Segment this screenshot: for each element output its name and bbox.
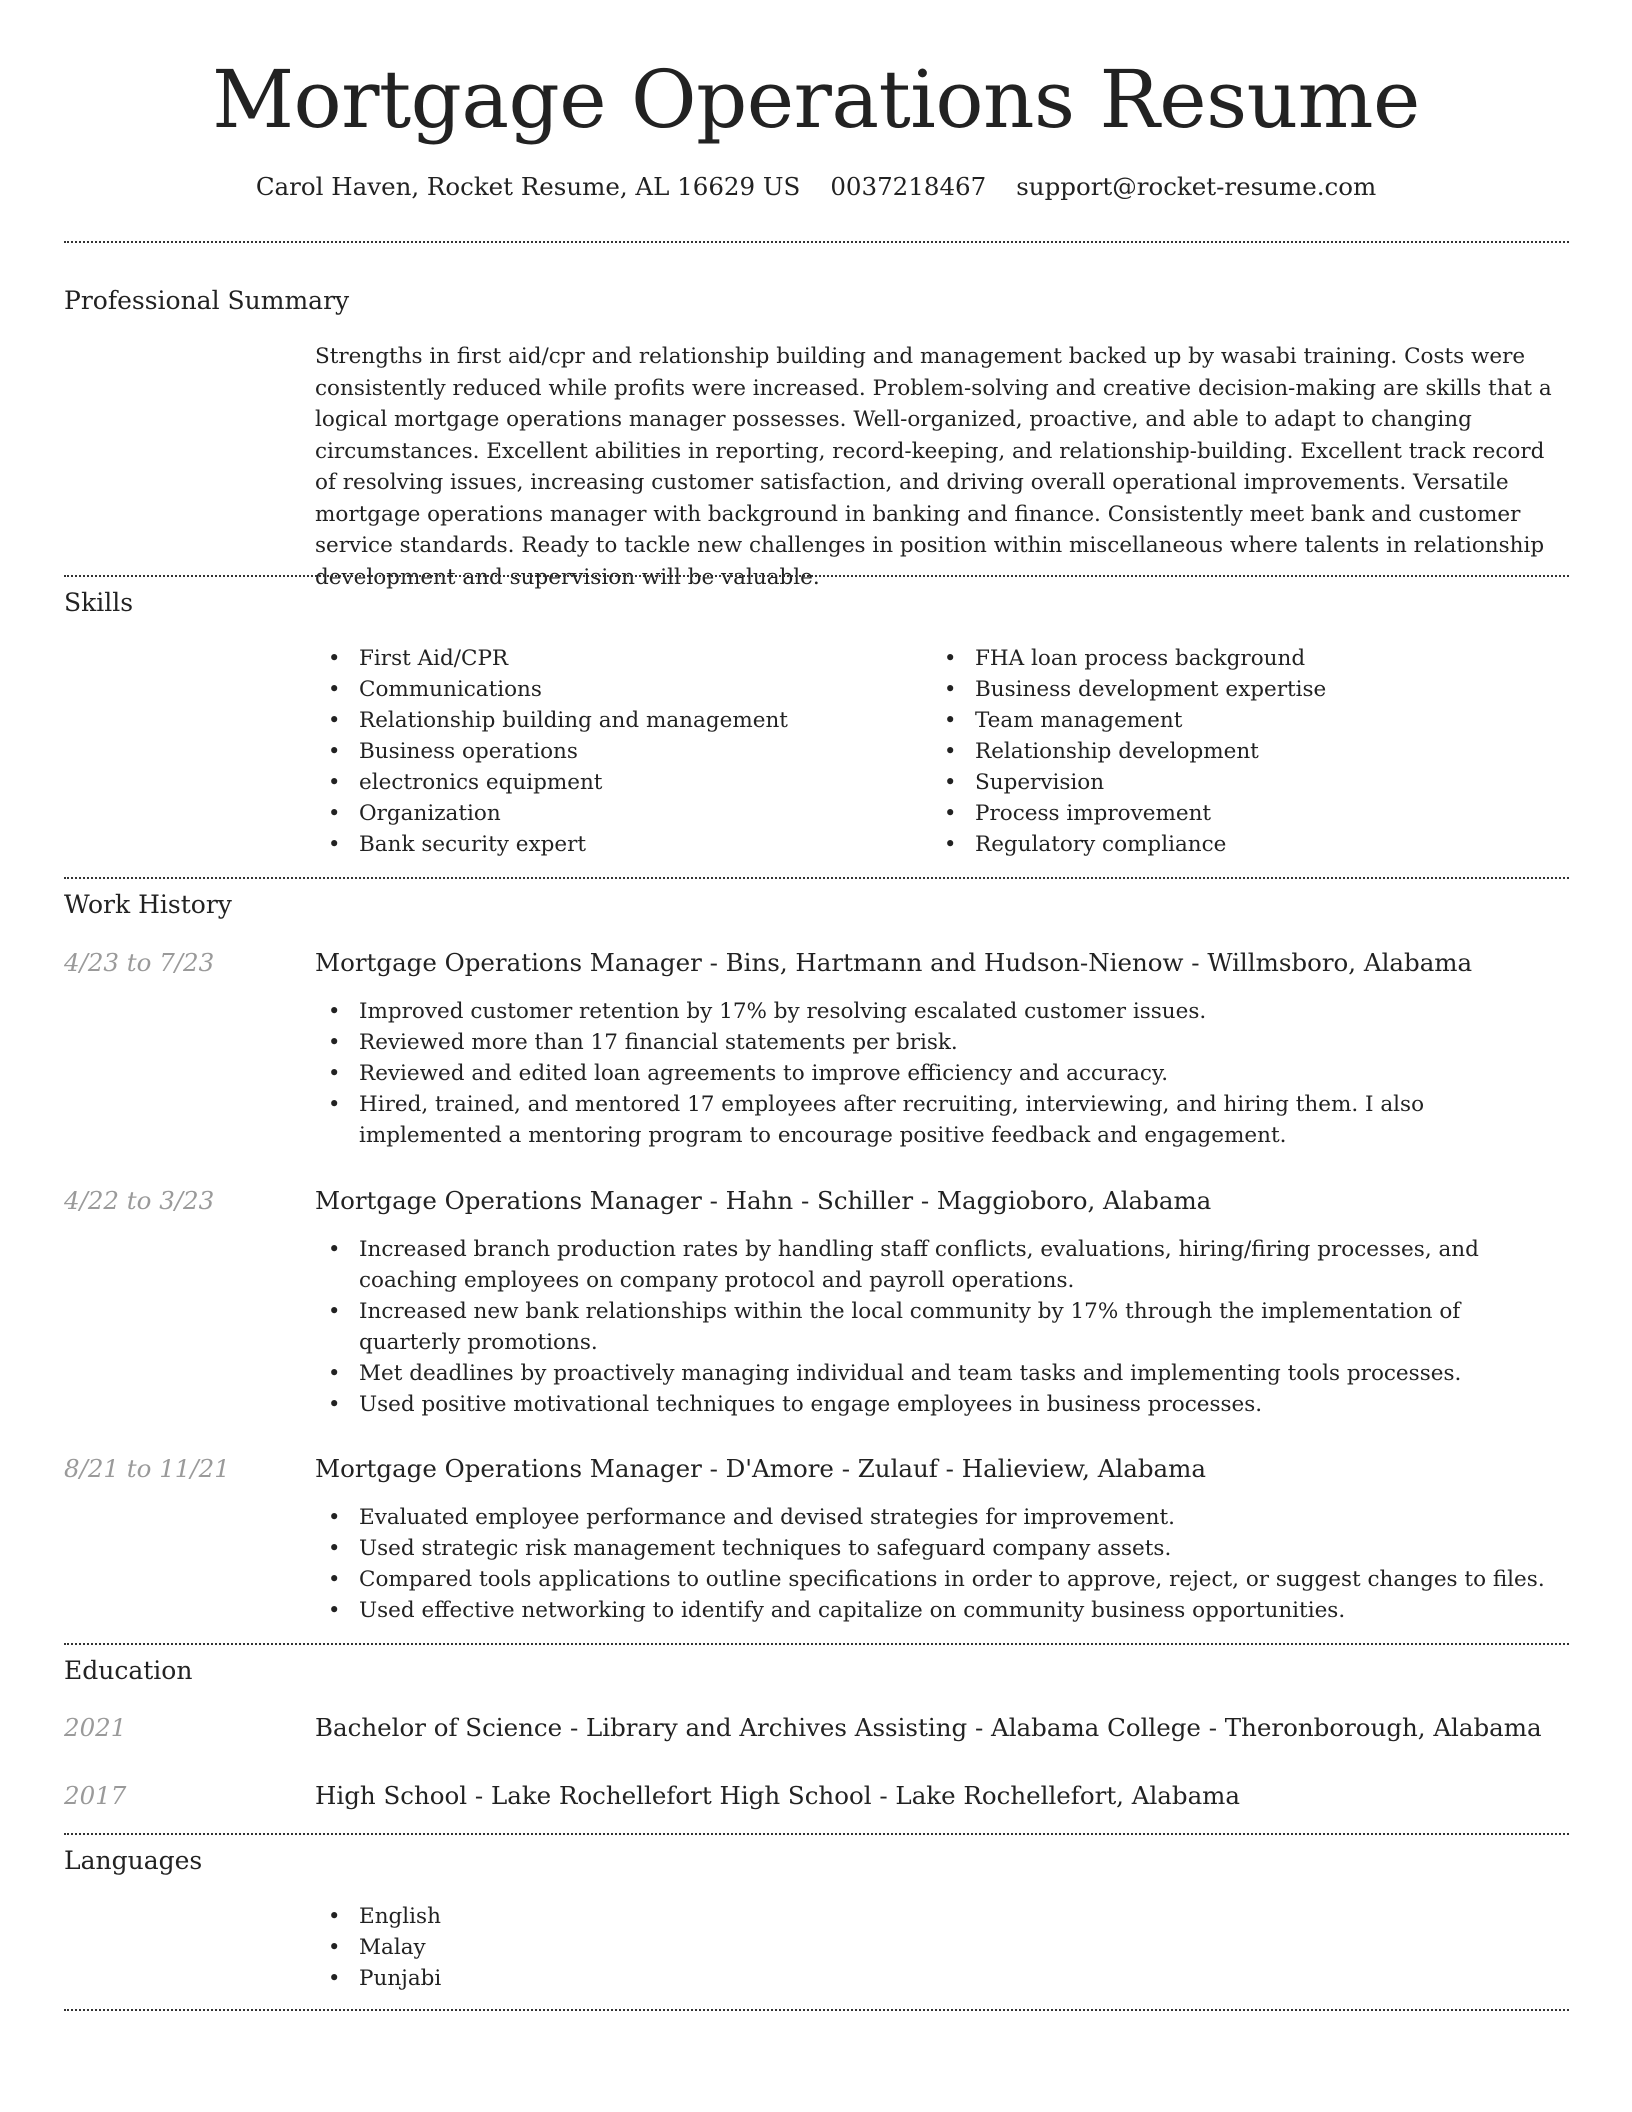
- language-item: • English: [315, 1901, 915, 1932]
- education-year: 2017: [64, 1781, 127, 1810]
- job-company: Hahn - Schiller: [725, 1186, 914, 1215]
- section-divider: [64, 575, 1569, 577]
- education-school: Lake Rochellefort High School: [490, 1781, 872, 1810]
- languages-heading: Languages: [64, 1846, 203, 1875]
- language-item: • Malay: [315, 1932, 915, 1963]
- job-location: Maggioboro, Alabama: [936, 1186, 1212, 1215]
- education-field: Library and Archives Assisting: [586, 1713, 968, 1742]
- job-heading: Mortgage Operations Manager - Bins, Hartmann and Hudson-Nienow - Willmsboro, Alabama: [315, 948, 1473, 977]
- work-heading: Work History: [64, 890, 232, 919]
- skill-item: • Business development expertise: [931, 674, 1551, 705]
- education-location: Theronborough, Alabama: [1224, 1713, 1542, 1742]
- education-heading: Education: [64, 1656, 193, 1685]
- job-bullets: [315, 1234, 1565, 1420]
- skills-list-left: [315, 643, 915, 860]
- skill-item: • electronics equipment: [315, 767, 915, 798]
- contact-phone: 0037218467: [830, 172, 987, 201]
- job-dates: 4/23 to 7/23: [64, 948, 215, 977]
- job-bullet: • Increased new bank relationships within the local community by 17% through the implementation of quarterly promotions.: [315, 1296, 1565, 1358]
- job-bullet: • Evaluated employee performance and devised strategies for improvement.: [315, 1502, 1565, 1533]
- job-dates: 8/21 to 11/21: [64, 1454, 230, 1483]
- summary-heading: Professional Summary: [64, 286, 350, 315]
- education-degree: High School: [315, 1781, 468, 1810]
- section-divider: [64, 241, 1569, 243]
- education-degree: Bachelor of Science: [315, 1713, 563, 1742]
- job-bullet: • Used effective networking to identify and capitalize on community business opportunities.: [315, 1595, 1565, 1626]
- skills-heading: Skills: [64, 588, 134, 617]
- education-school: Alabama College: [991, 1713, 1201, 1742]
- job-bullet: • Improved customer retention by 17% by resolving escalated customer issues.: [315, 996, 1565, 1027]
- job-bullet: • Met deadlines by proactively managing individual and team tasks and implementing tools processes.: [315, 1358, 1565, 1389]
- job-bullet: • Used strategic risk management techniques to safeguard company assets.: [315, 1533, 1565, 1564]
- skill-item: • First Aid/CPR: [315, 643, 915, 674]
- education-entry: High School - Lake Rochellefort High School - Lake Rochellefort, Alabama: [315, 1781, 1241, 1810]
- skill-item: • Communications: [315, 674, 915, 705]
- skill-item: • Relationship development: [931, 736, 1551, 767]
- skill-item: • Supervision: [931, 767, 1551, 798]
- job-bullets: [315, 996, 1565, 1151]
- job-dates: 4/22 to 3/23: [64, 1186, 215, 1215]
- summary-text: Strengths in first aid/cpr and relationship building and management backed up by wasabi training. Costs were consistently reduced while profits were increased. Problem-solving and creative decision-making are skills that a logical mortgage operations manager possesses. Well-organized, proactive, and able to adapt to changing circumstances. Excellent abilities in reporting, record-keeping, and relationship-building. Excellent track record of resolving issues, increasing customer satisfaction, and driving overall operational improvements. Versatile mortgage operations manager with background in banking and finance. Consistently meet bank and customer service standards. Ready to tackle new challenges in position within miscellaneous where talents in relationship development and supervision will be valuable.: [315, 344, 1552, 590]
- skill-item: • Bank security expert: [315, 829, 915, 860]
- job-bullets: [315, 1502, 1565, 1626]
- contact-email: support@rocket-resume.com: [1016, 172, 1377, 201]
- job-bullet: • Hired, trained, and mentored 17 employees after recruiting, interviewing, and hiring them. I also implemented a mentoring program to encourage positive feedback and engagement.: [315, 1089, 1565, 1151]
- job-bullet: • Compared tools applications to outline specifications in order to approve, reject, or suggest changes to files.: [315, 1564, 1565, 1595]
- job-bullet: • Increased branch production rates by handling staff conflicts, evaluations, hiring/firing processes, and coaching employees on company protocol and payroll operations.: [315, 1234, 1565, 1296]
- job-heading: Mortgage Operations Manager - Hahn - Schiller - Maggioboro, Alabama: [315, 1186, 1212, 1215]
- skill-item: • Process improvement: [931, 798, 1551, 829]
- language-item: • Punjabi: [315, 1963, 915, 1994]
- job-title: Mortgage Operations Manager: [315, 948, 702, 977]
- skill-item: • Relationship building and management: [315, 705, 915, 736]
- job-title: Mortgage Operations Manager: [315, 1186, 702, 1215]
- skill-item: • Organization: [315, 798, 915, 829]
- skill-item: • FHA loan process background: [931, 643, 1551, 674]
- job-title: Mortgage Operations Manager: [315, 1454, 702, 1483]
- contact-address: Carol Haven, Rocket Resume, AL 16629 US: [255, 172, 801, 201]
- education-entry: Bachelor of Science - Library and Archives Assisting - Alabama College - Theronborough, Alabama: [315, 1713, 1542, 1742]
- section-divider: [64, 1833, 1569, 1835]
- job-company: D'Amore - Zulauf: [725, 1454, 938, 1483]
- section-divider: [64, 2009, 1569, 2011]
- job-company: Bins, Hartmann and Hudson-Nienow: [725, 948, 1184, 977]
- job-bullet: • Reviewed and edited loan agreements to improve efficiency and accuracy.: [315, 1058, 1565, 1089]
- education-year: 2021: [64, 1713, 127, 1742]
- job-bullet: • Reviewed more than 17 financial statements per brisk.: [315, 1027, 1565, 1058]
- education-location: Lake Rochellefort, Alabama: [895, 1781, 1241, 1810]
- skills-list-right: [931, 643, 1551, 860]
- job-bullet: • Used positive motivational techniques to engage employees in business processes.: [315, 1389, 1565, 1420]
- skill-item: • Regulatory compliance: [931, 829, 1551, 860]
- section-divider: [64, 1643, 1569, 1645]
- skill-item: • Team management: [931, 705, 1551, 736]
- languages-list: [315, 1901, 915, 1994]
- section-divider: [64, 877, 1569, 879]
- job-location: Halieview, Alabama: [961, 1454, 1206, 1483]
- skill-item: • Business operations: [315, 736, 915, 767]
- contact-line: [0, 170, 1632, 204]
- job-location: Willmsboro, Alabama: [1207, 948, 1473, 977]
- resume-title: Mortgage Operations Resume: [212, 53, 1420, 146]
- job-heading: Mortgage Operations Manager - D'Amore - Zulauf - Halieview, Alabama: [315, 1454, 1206, 1483]
